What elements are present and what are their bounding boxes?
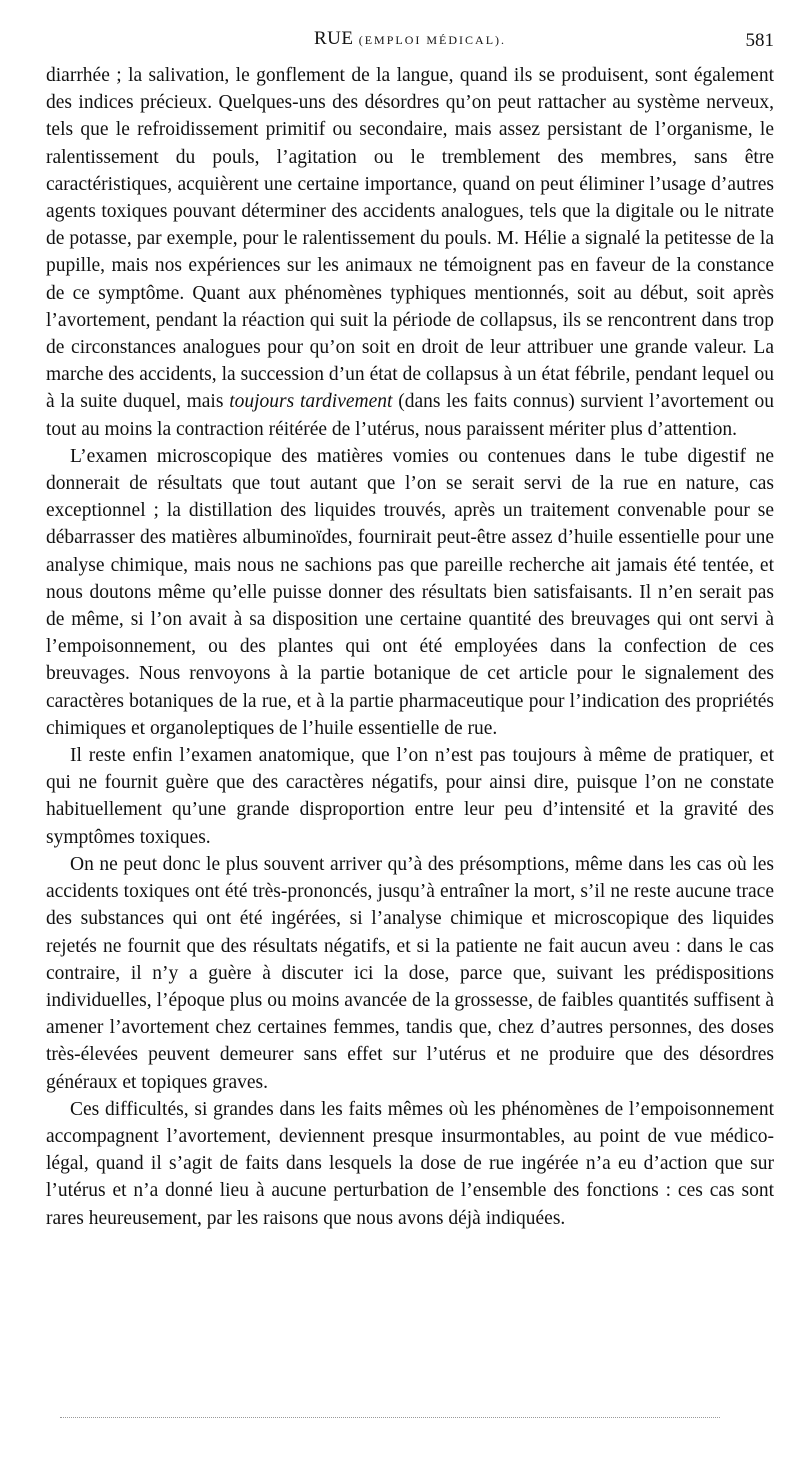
paragraph-1-text-end: (dans les faits connus) survient l’avortement ou tout au moins la contraction réitérée de l’utérus, nous paraissent mériter plus d’attention. xyxy=(46,391,774,440)
paragraph-1-emphasis: toujours tardivement xyxy=(229,391,393,413)
paragraph-3: Il reste enfin l’examen anatomique, que l’on n’est pas toujours à même de pratiquer, et qui ne fournit guère que des caractères négatifs, pour ainsi dire, puisque l’on ne constate habituellement qu’une grande disproportion entre leur peu d’intensité et la gravité des symptômes toxiques. xyxy=(46,745,774,848)
running-title xyxy=(46,28,774,50)
page-number: 581 xyxy=(745,30,774,51)
paragraph-1 xyxy=(46,62,774,443)
paragraph-1-text: diarrhée ; la salivation, le gonflement de la langue, quand ils se produisent, sont également des indices précieux. Quelques-uns des désordres qu’on peut rattacher au système nerveux, tels que le refroidissement primitif ou secondaire, mais assez persistant de l’organisme, le ralentissement du pouls, l’agitation ou le tremblement des membres, sans être caractéristiques, acquièrent une certaine importance, quand on peut éliminer l’usage d’autres agents toxiques pouvant déterminer des accidents analogues, tels que la digitale ou le nitrate de potasse, par exemple, pour le ralentissement du pouls. M. Hélie a signalé la petitesse de la pupille, mais nos expériences sur les animaux ne témoignent pas en faveur de la constance de ce symptôme. Quant aux phénomènes typhiques mentionnés, soit au début, soit après l’avortement, pendant la réaction qui suit la période de collapsus, ils se rencontrent dans trop de circonstances analogues pour qu’on soit en droit de leur attribuer une grande valeur. La marche des accidents, la succession d’un état de collapsus à un état fébrile, pendant lequel ou à la suite duquel, mais xyxy=(46,65,774,413)
paragraph-5: Ces difficultés, si grandes dans les faits mêmes où les phénomènes de l’empoisonnement accompagnent l’avortement, deviennent presque insurmontables, au point de vue médico-légal, quand il s’agit de faits dans lesquels la dose de rue ingérée n’a eu d’action que sur l’utérus et n’a donné lieu à aucune perturbation de l’ensemble des fonctions : ces cas sont rares heureusement, par les raisons que nous avons déjà indiquées. xyxy=(46,1098,774,1229)
body-text xyxy=(46,62,774,1232)
running-title-main: RUE xyxy=(313,28,354,49)
running-header xyxy=(46,28,774,62)
running-title-sub: (EMPLOI MÉDICAL). xyxy=(358,33,507,47)
paragraph-4: On ne peut donc le plus souvent arriver qu’à des présomptions, même dans les cas où les accidents toxiques ont été très-prononcés, jusqu’à entraîner la mort, s’il ne reste aucune trace des substances qui ont été ingérées, si l’analyse chimique et microscopique des liquides rejetés ne fournit que des résultats négatifs, et si la patiente ne fait aucun aveu : dans le cas contraire, il n’y a guère à discuter ici la dose, parce que, suivant les prédispositions individuelles, l’époque plus ou moins avancée de la grossesse, de faibles quantités suffisent à amener l’avortement chez certaines femmes, tandis que, chez d’autres personnes, des doses très-élevées peuvent demeurer sans effet sur l’utérus et ne produire que des désordres généraux et topiques graves. xyxy=(46,853,774,1093)
page xyxy=(46,28,774,1232)
footer-rule xyxy=(60,1417,720,1418)
paragraph-2: L’examen microscopique des matières vomies ou contenues dans le tube digestif ne donnerait de résultats que tout autant que l’on se serait servi de la rue en nature, cas exceptionnel ; la distillation des liquides trouvés, après un traitement convenable pour se débarrasser des matières albuminoïdes, fournirait peut-être assez d’huile essentielle pour une analyse chimique, mais nous ne sachions pas que pareille recherche ait jamais été tentée, et nous doutons même qu’elle puisse donner des résultats bien satisfaisants. Il n’en serait pas de même, si l’on avait à sa disposition une certaine quantité des breuvages qui ont servi à l’empoisonnement, ou des plantes qui ont été employées dans la confection de ces breuvages. Nous renvoyons à la partie botanique de cet article pour le signalement des caractères botaniques de la rue, et à la partie pharmaceutique pour l’indication des propriétés chimiques et organoleptiques de l’huile essentielle de rue. xyxy=(46,445,774,739)
